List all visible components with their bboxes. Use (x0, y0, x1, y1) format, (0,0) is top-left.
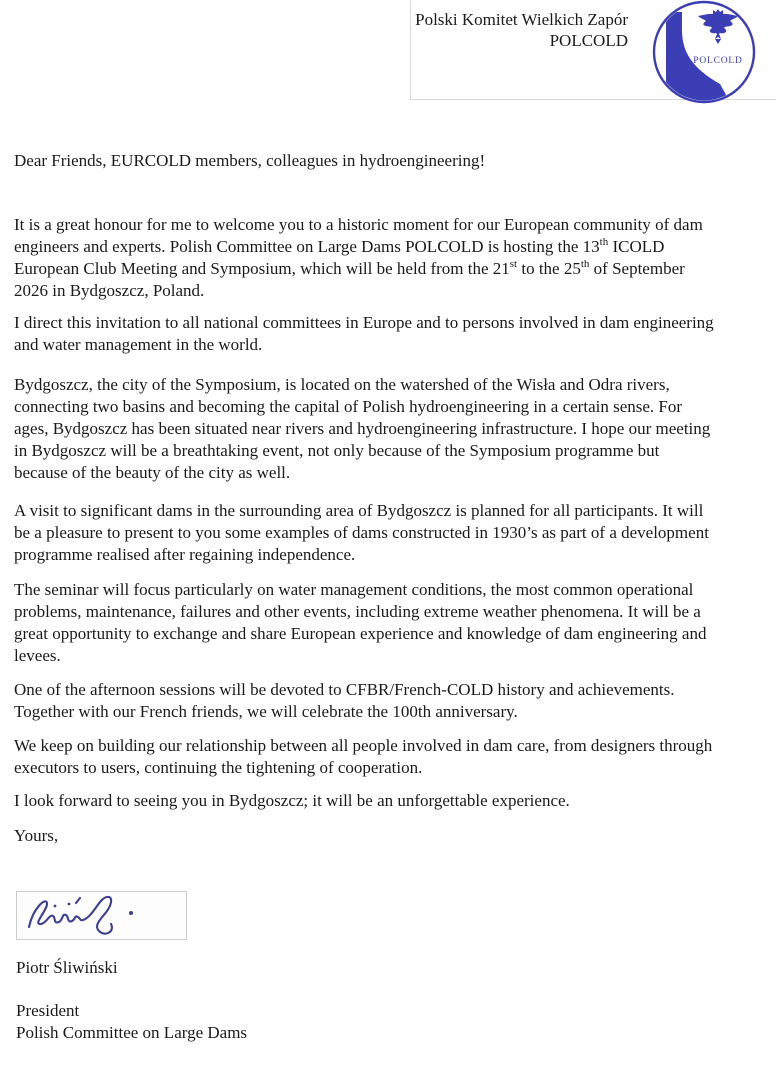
handwritten-signature-icon (19, 894, 184, 938)
paragraph: I direct this invitation to all national committees in Europe and to persons involved in dam engineering and water management in the world. (14, 313, 714, 354)
paragraph: One of the afternoon sessions will be devoted to CFBR/French-COLD history and achievements. Together with our French friends, we will celebrate the 100th anniversary. (14, 680, 675, 721)
signatory-title-block (16, 1000, 247, 1044)
paragraph: It is a great honour for me to welcome you to a historic moment for our European community of dam engineers and experts. Polish Committee on Large Dams POLCOLD is hosting the 13th ICOLD European Club Meeting and Symposium, which will be held from the 21st to the 25th of September 2026 in Bydgoszcz, Poland. (14, 215, 703, 300)
polcold-logo-icon (652, 0, 756, 104)
signatory-title: President (16, 1001, 80, 1020)
org-acronym: POLCOLD (549, 31, 628, 50)
paragraph: Bydgoszcz, the city of the Symposium, is located on the watershed of the Wisła and Odra rivers, connecting two basins and becoming the capital of Polish hydroengineering in a certain sense. For ages, Bydgoszcz has been situated near rivers and hydroengineering infrastructure. I hope our meeting in Bydgoszcz will be a breathtaking event, not only because of the Symposium programme but because of the beauty of the city as well. (14, 375, 711, 482)
signatory-organization: Polish Committee on Large Dams (16, 1023, 248, 1042)
signatory-name: Piotr Śliwiński (16, 958, 118, 977)
greeting: Dear Friends, EURCOLD members, colleagues in hydroengineering! (14, 151, 486, 170)
org-name: Polski Komitet Wielkich Zapór (415, 10, 628, 29)
letterhead-text (413, 9, 628, 51)
paragraph: A visit to significant dams in the surrounding area of Bydgoszcz is planned for all participants. It will be a pleasure to present to you some examples of dams constructed in 1930’s as part of a development programme realised after regaining independence. (14, 501, 709, 564)
paragraph: The seminar will focus particularly on water management conditions, the most common operational problems, maintenance, failures and other events, including extreme weather phenomena. It will be a great opportunity to exchange and share European experience and knowledge of dam engineering and levees. (14, 580, 707, 665)
signature-box (16, 891, 187, 940)
paragraph: I look forward to seeing you in Bydgoszcz; it will be an unforgettable experience. (14, 791, 570, 810)
logo-label: POLCOLD (693, 56, 743, 66)
closing: Yours, (14, 826, 59, 845)
paragraph: We keep on building our relationship between all people involved in dam care, from designers through executors to users, continuing the tightening of cooperation. (14, 736, 713, 777)
